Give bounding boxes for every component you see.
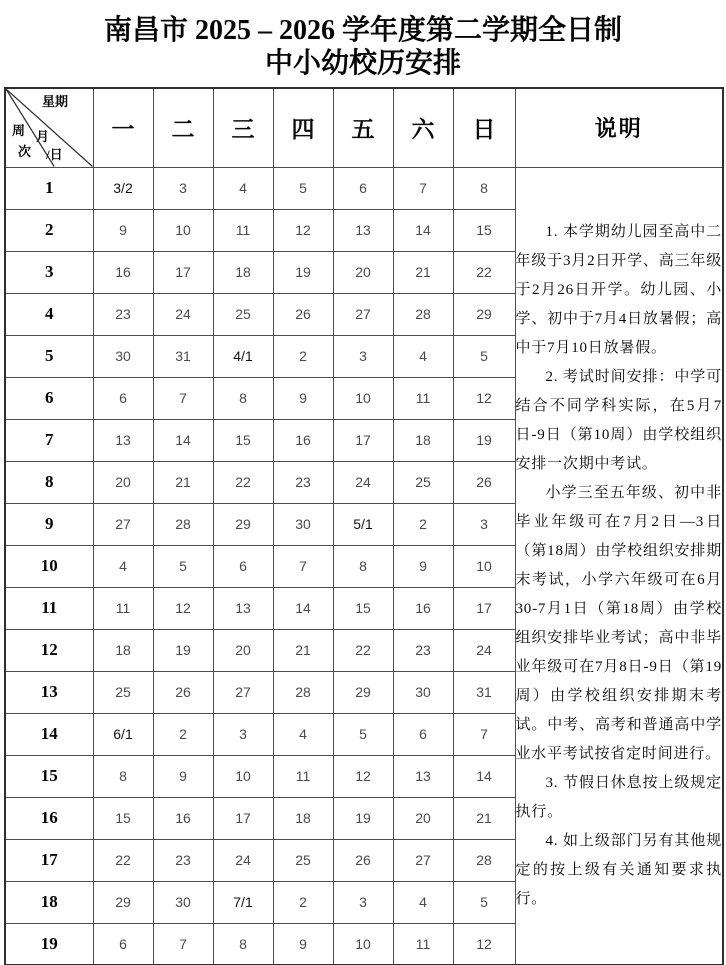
date-cell: 25	[213, 293, 273, 335]
date-cell: 19	[333, 797, 393, 839]
date-cell: 25	[93, 671, 153, 713]
date-cell: 23	[273, 461, 333, 503]
week-number-cell: 14	[5, 713, 93, 755]
date-cell: 12	[153, 587, 213, 629]
date-cell: 5	[453, 881, 515, 923]
week-number-cell: 8	[5, 461, 93, 503]
week-number-cell: 13	[5, 671, 93, 713]
date-cell: 14	[393, 209, 453, 251]
date-cell: 21	[393, 251, 453, 293]
week-number-cell: 16	[5, 797, 93, 839]
week-number-cell: 1	[5, 167, 93, 209]
date-cell: 6	[93, 923, 153, 965]
date-cell: 30	[393, 671, 453, 713]
week-number-cell: 15	[5, 755, 93, 797]
date-cell: 6	[213, 545, 273, 587]
date-cell: 15	[333, 587, 393, 629]
corner-label-week-2: 次	[18, 144, 32, 159]
date-cell: 2	[393, 503, 453, 545]
date-cell: 26	[453, 461, 515, 503]
date-cell: 26	[273, 293, 333, 335]
date-cell: 8	[453, 167, 515, 209]
date-cell: 12	[453, 923, 515, 965]
calendar-table	[4, 87, 724, 965]
date-cell: 15	[213, 419, 273, 461]
date-cell: 4	[393, 881, 453, 923]
date-cell: 9	[273, 923, 333, 965]
month-start-date-cell: 4/1	[213, 335, 273, 377]
date-cell: 13	[93, 419, 153, 461]
date-cell: 20	[213, 629, 273, 671]
month-start-date-cell: 6/1	[93, 713, 153, 755]
date-cell: 5	[153, 545, 213, 587]
date-cell: 14	[153, 419, 213, 461]
week-number-cell: 12	[5, 629, 93, 671]
date-cell: 28	[453, 839, 515, 881]
date-cell: 10	[213, 755, 273, 797]
week-number-cell: 10	[5, 545, 93, 587]
date-cell: 15	[453, 209, 515, 251]
week-number-cell: 9	[5, 503, 93, 545]
date-cell: 16	[393, 587, 453, 629]
date-cell: 13	[333, 209, 393, 251]
date-cell: 27	[213, 671, 273, 713]
date-cell: 3	[153, 167, 213, 209]
corner-cell	[5, 88, 93, 167]
date-cell: 7	[153, 377, 213, 419]
date-cell: 26	[333, 839, 393, 881]
date-cell: 9	[273, 377, 333, 419]
date-cell: 9	[393, 545, 453, 587]
date-cell: 10	[333, 923, 393, 965]
notes-cell	[515, 167, 723, 965]
date-cell: 20	[93, 461, 153, 503]
date-cell: 21	[153, 461, 213, 503]
date-cell: 14	[453, 755, 515, 797]
date-cell: 27	[393, 839, 453, 881]
note-paragraph: 4. 如上级部门另有其他规定的按上级有关通知要求执行。	[515, 832, 722, 907]
page-title-line2: 中小幼校历安排	[264, 48, 461, 79]
week-number-cell: 18	[5, 881, 93, 923]
date-cell: 19	[453, 419, 515, 461]
date-cell: 16	[153, 797, 213, 839]
date-cell: 7	[393, 167, 453, 209]
date-cell: 4	[273, 713, 333, 755]
corner-label-day: /日	[46, 147, 63, 162]
date-cell: 14	[273, 587, 333, 629]
date-cell: 28	[273, 671, 333, 713]
day-header-wed: 三	[213, 88, 273, 167]
date-cell: 9	[93, 209, 153, 251]
date-cell: 25	[393, 461, 453, 503]
date-cell: 4	[93, 545, 153, 587]
date-cell: 5	[333, 713, 393, 755]
date-cell: 9	[153, 755, 213, 797]
date-cell: 24	[153, 293, 213, 335]
date-cell: 4	[213, 167, 273, 209]
date-cell: 30	[153, 881, 213, 923]
header-row	[5, 88, 723, 167]
week-number-cell: 2	[5, 209, 93, 251]
corner-label-month: 月	[36, 129, 50, 144]
date-cell: 2	[273, 335, 333, 377]
week-number-cell: 5	[5, 335, 93, 377]
day-header-fri: 五	[333, 88, 393, 167]
date-cell: 28	[153, 503, 213, 545]
date-cell: 28	[393, 293, 453, 335]
date-cell: 16	[273, 419, 333, 461]
note-paragraph: 3. 节假日休息按上级规定执行。	[515, 774, 722, 820]
date-cell: 7	[153, 923, 213, 965]
date-cell: 10	[333, 377, 393, 419]
date-cell: 12	[273, 209, 333, 251]
day-header-tue: 二	[153, 88, 213, 167]
date-cell: 6	[93, 377, 153, 419]
date-cell: 8	[333, 545, 393, 587]
note-paragraph: 2. 考试时间安排：中学可结合不同学科实际，在5月7日-9日（第10周）由学校组织安排一次期中考试。	[515, 368, 722, 472]
date-cell: 12	[333, 755, 393, 797]
date-cell: 17	[453, 587, 515, 629]
week-number-cell: 17	[5, 839, 93, 881]
date-cell: 17	[213, 797, 273, 839]
date-cell: 30	[93, 335, 153, 377]
day-header-mon: 一	[93, 88, 153, 167]
date-cell: 6	[333, 167, 393, 209]
date-cell: 12	[453, 377, 515, 419]
date-cell: 21	[453, 797, 515, 839]
date-cell: 20	[333, 251, 393, 293]
date-cell: 18	[213, 251, 273, 293]
date-cell: 16	[93, 251, 153, 293]
corner-label-week-1: 周	[12, 123, 26, 138]
day-header-sat: 六	[393, 88, 453, 167]
date-cell: 18	[93, 629, 153, 671]
date-cell: 11	[393, 377, 453, 419]
page-title-line1: 南昌市 2025 – 2026 学年度第二学期全日制	[103, 15, 622, 46]
date-cell: 24	[213, 839, 273, 881]
date-cell: 15	[93, 797, 153, 839]
date-cell: 19	[273, 251, 333, 293]
date-cell: 3	[333, 881, 393, 923]
date-cell: 22	[213, 461, 273, 503]
date-cell: 24	[333, 461, 393, 503]
date-cell: 3	[453, 503, 515, 545]
date-cell: 2	[273, 881, 333, 923]
date-cell: 18	[273, 797, 333, 839]
date-cell: 8	[213, 377, 273, 419]
date-cell: 7	[453, 713, 515, 755]
date-cell: 11	[393, 923, 453, 965]
date-cell: 31	[453, 671, 515, 713]
date-cell: 10	[453, 545, 515, 587]
date-cell: 8	[93, 755, 153, 797]
date-cell: 29	[453, 293, 515, 335]
date-cell: 30	[273, 503, 333, 545]
date-cell: 13	[213, 587, 273, 629]
date-cell: 22	[453, 251, 515, 293]
date-cell: 8	[213, 923, 273, 965]
date-cell: 23	[393, 629, 453, 671]
date-cell: 25	[273, 839, 333, 881]
date-cell: 10	[153, 209, 213, 251]
date-cell: 23	[93, 293, 153, 335]
notes-header: 说明	[515, 88, 723, 167]
week-number-cell: 3	[5, 251, 93, 293]
day-header-thu: 四	[273, 88, 333, 167]
week-number-cell: 6	[5, 377, 93, 419]
date-cell: 7	[273, 545, 333, 587]
date-cell: 13	[393, 755, 453, 797]
week-number-cell: 7	[5, 419, 93, 461]
date-cell: 29	[93, 881, 153, 923]
date-cell: 19	[153, 629, 213, 671]
week-row	[5, 167, 723, 209]
date-cell: 23	[153, 839, 213, 881]
date-cell: 26	[153, 671, 213, 713]
date-cell: 27	[333, 293, 393, 335]
date-cell: 11	[273, 755, 333, 797]
week-number-cell: 11	[5, 587, 93, 629]
note-paragraph: 1. 本学期幼儿园至高中二年级于3月2日开学、高三年级于2月26日开学。幼儿园、小学、初中于7月4日放暑假；高中于7月10日放暑假。	[515, 223, 722, 356]
week-number-cell: 4	[5, 293, 93, 335]
date-cell: 31	[153, 335, 213, 377]
week-number-cell: 19	[5, 923, 93, 965]
corner-label-weekday: 星期	[42, 94, 69, 109]
date-cell: 17	[333, 419, 393, 461]
day-header-sun: 日	[453, 88, 515, 167]
date-cell: 24	[453, 629, 515, 671]
date-cell: 22	[333, 629, 393, 671]
date-cell: 3	[213, 713, 273, 755]
month-start-date-cell: 7/1	[213, 881, 273, 923]
date-cell: 18	[393, 419, 453, 461]
date-cell: 21	[273, 629, 333, 671]
date-cell: 29	[333, 671, 393, 713]
date-cell: 22	[93, 839, 153, 881]
month-start-date-cell: 5/1	[333, 503, 393, 545]
date-cell: 5	[453, 335, 515, 377]
date-cell: 27	[93, 503, 153, 545]
month-start-date-cell: 3/2	[93, 167, 153, 209]
date-cell: 5	[273, 167, 333, 209]
date-cell: 4	[393, 335, 453, 377]
date-cell: 20	[393, 797, 453, 839]
date-cell: 6	[393, 713, 453, 755]
page-title	[0, 14, 726, 80]
date-cell: 11	[93, 587, 153, 629]
date-cell: 3	[333, 335, 393, 377]
date-cell: 11	[213, 209, 273, 251]
date-cell: 2	[153, 713, 213, 755]
note-paragraph: 小学三至五年级、初中非毕业年级可在7月2日—3日（第18周）由学校组织安排期末考试，小学六年级可在6月30-7月1日（第18周）由学校组织安排毕业考试；高中非毕业年级可在7月8日-9日（第19周）由学校组织安排期末考试。中考、高考和普通高中学业水平考试按省定时间进行。	[515, 484, 722, 762]
date-cell: 17	[153, 251, 213, 293]
date-cell: 29	[213, 503, 273, 545]
